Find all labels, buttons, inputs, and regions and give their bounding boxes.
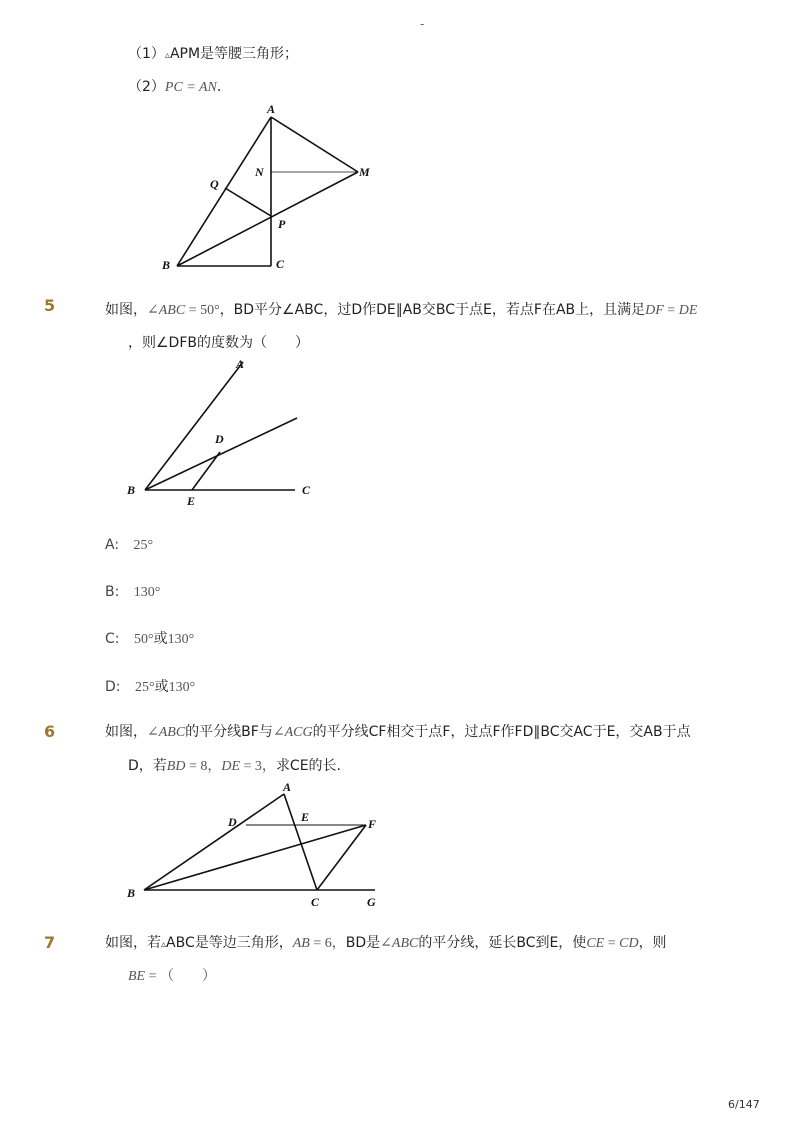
- q5-math-value: = 50°: [185, 303, 220, 318]
- q6-seg-BA: [144, 794, 284, 890]
- q7-line1: [105, 933, 667, 955]
- option-value: 50°: [133, 632, 154, 647]
- q6-label-F: F: [368, 817, 377, 831]
- q6-label-D: D: [228, 815, 237, 829]
- q5-option-b[interactable]: [105, 582, 160, 603]
- q5-label-A: A: [236, 357, 245, 371]
- option-value: 130°: [133, 585, 161, 600]
- q5-label-D: D: [215, 432, 224, 446]
- q6-label-A: A: [283, 780, 292, 794]
- q4-part1: [128, 44, 298, 66]
- q6-math-acg: ∠ACG: [272, 725, 313, 740]
- option-value: 25°: [133, 538, 154, 553]
- q5-label-E: E: [187, 494, 196, 508]
- q5-ray-BD: [145, 418, 297, 490]
- q4-label-N: N: [255, 165, 264, 179]
- q5-math-df: DF: [645, 303, 664, 318]
- q4-seg-BM: [177, 172, 358, 266]
- q4-part2-prefix: （2）: [128, 79, 165, 95]
- q5-label-B: B: [127, 483, 136, 497]
- q6-math-de-value: = 3，: [240, 759, 276, 774]
- q6-label-C: C: [311, 895, 320, 909]
- q5-option-d[interactable]: [105, 677, 195, 698]
- q6-math-bd: BD: [166, 759, 186, 774]
- option-value: 25°: [134, 680, 155, 695]
- q4-part2: [128, 77, 221, 98]
- q4-part1-text: APM是等腰三角形；: [169, 46, 299, 62]
- option-label: B:: [105, 584, 120, 600]
- option-value: 130°: [167, 632, 195, 647]
- q7-math-eq: =: [604, 936, 620, 951]
- option-conjunction: 或: [154, 679, 169, 695]
- q4-part2-suffix: .: [216, 79, 222, 95]
- q7-text: ，则: [638, 935, 667, 951]
- q5-math-eq: =: [663, 303, 679, 318]
- q6-number: 6: [44, 722, 56, 741]
- q4-label-Q: Q: [210, 177, 219, 191]
- q5-option-c[interactable]: [105, 629, 194, 650]
- q6-text: 的平分线CF相交于点F，过点F作FD∥BC交AC于E，交AB于点: [312, 724, 691, 740]
- q7-answer-blank: = （ ）: [145, 969, 217, 984]
- q6-label-E: E: [301, 810, 310, 824]
- q6-text: 如图，: [105, 724, 147, 740]
- q6-text: 的平分线BF与: [185, 724, 273, 740]
- q5-figure: [115, 355, 325, 510]
- q5-math-de: DE: [678, 303, 698, 318]
- q5-ray-BA: [145, 362, 243, 490]
- q7-math-ab-value: = 6，: [309, 936, 346, 951]
- q6-math-de: DE: [221, 759, 241, 774]
- q4-label-C: C: [276, 257, 285, 271]
- q5-seg-ED: [192, 452, 220, 490]
- q5-text: 如图，: [105, 302, 147, 318]
- q5-line2: ，则∠DFB的度数为（ ）: [128, 335, 309, 351]
- q7-math-cd: CD: [619, 936, 639, 951]
- q6-math-bd-value: = 8，: [185, 759, 222, 774]
- q5-math-angle: ∠ABC: [147, 303, 186, 318]
- option-label: A:: [105, 537, 120, 553]
- option-value: 130°: [168, 680, 196, 695]
- q6-line2: [128, 756, 341, 777]
- page-number: 6/147: [728, 1098, 760, 1111]
- q6-figure: [120, 778, 390, 913]
- option-conjunction: 或: [153, 631, 168, 647]
- option-label: D:: [105, 679, 121, 695]
- option-label: C:: [105, 631, 120, 647]
- q7-text: BD是: [345, 935, 381, 951]
- q4-label-M: M: [359, 165, 370, 179]
- q6-seg-BF: [144, 825, 366, 890]
- q7-number: 7: [44, 933, 56, 952]
- q4-seg-AM: [271, 117, 358, 172]
- q6-text: 求CE的长.: [275, 758, 342, 774]
- q4-figure: [150, 100, 390, 280]
- q5-label-C: C: [302, 483, 311, 497]
- header-mark: -: [420, 17, 425, 31]
- q4-seg-QP: [225, 188, 271, 216]
- q7-text: ABC是等边三角形，: [166, 935, 293, 951]
- q7-line2: [128, 966, 216, 987]
- q4-label-P: P: [278, 217, 286, 231]
- triangle-symbol: ▵: [161, 939, 167, 950]
- q7-text: 的平分线，延长BC到E，使: [418, 935, 587, 951]
- q4-part2-math: PC = AN: [164, 80, 217, 95]
- q4-label-A: A: [267, 102, 276, 116]
- q6-seg-AC: [284, 794, 317, 890]
- q7-math-ab: AB: [292, 936, 310, 951]
- q4-seg-BA: [177, 117, 271, 266]
- q6-math-abc: ∠ABC: [147, 725, 186, 740]
- q7-math-abc: ∠ABC: [380, 936, 419, 951]
- q7-math-ce: CE: [586, 936, 605, 951]
- q7-math-be: BE: [128, 969, 146, 984]
- q6-label-G: G: [367, 895, 376, 909]
- q6-text: D，若: [128, 758, 167, 774]
- q5-text: ，BD平分∠ABC，过D作DE∥AB交BC于点E，若点F在AB上，且满足: [219, 302, 646, 318]
- q6-seg-CF: [317, 825, 366, 890]
- q4-part1-prefix: （1）: [128, 46, 165, 62]
- q7-text: 如图，若: [105, 935, 161, 951]
- q6-line1: [105, 722, 691, 743]
- q6-label-B: B: [127, 886, 136, 900]
- q5-line1: [105, 300, 697, 321]
- q4-label-B: B: [162, 258, 171, 272]
- q5-option-a[interactable]: [105, 535, 153, 556]
- q5-number: 5: [44, 296, 56, 315]
- triangle-symbol: ▵: [164, 50, 170, 61]
